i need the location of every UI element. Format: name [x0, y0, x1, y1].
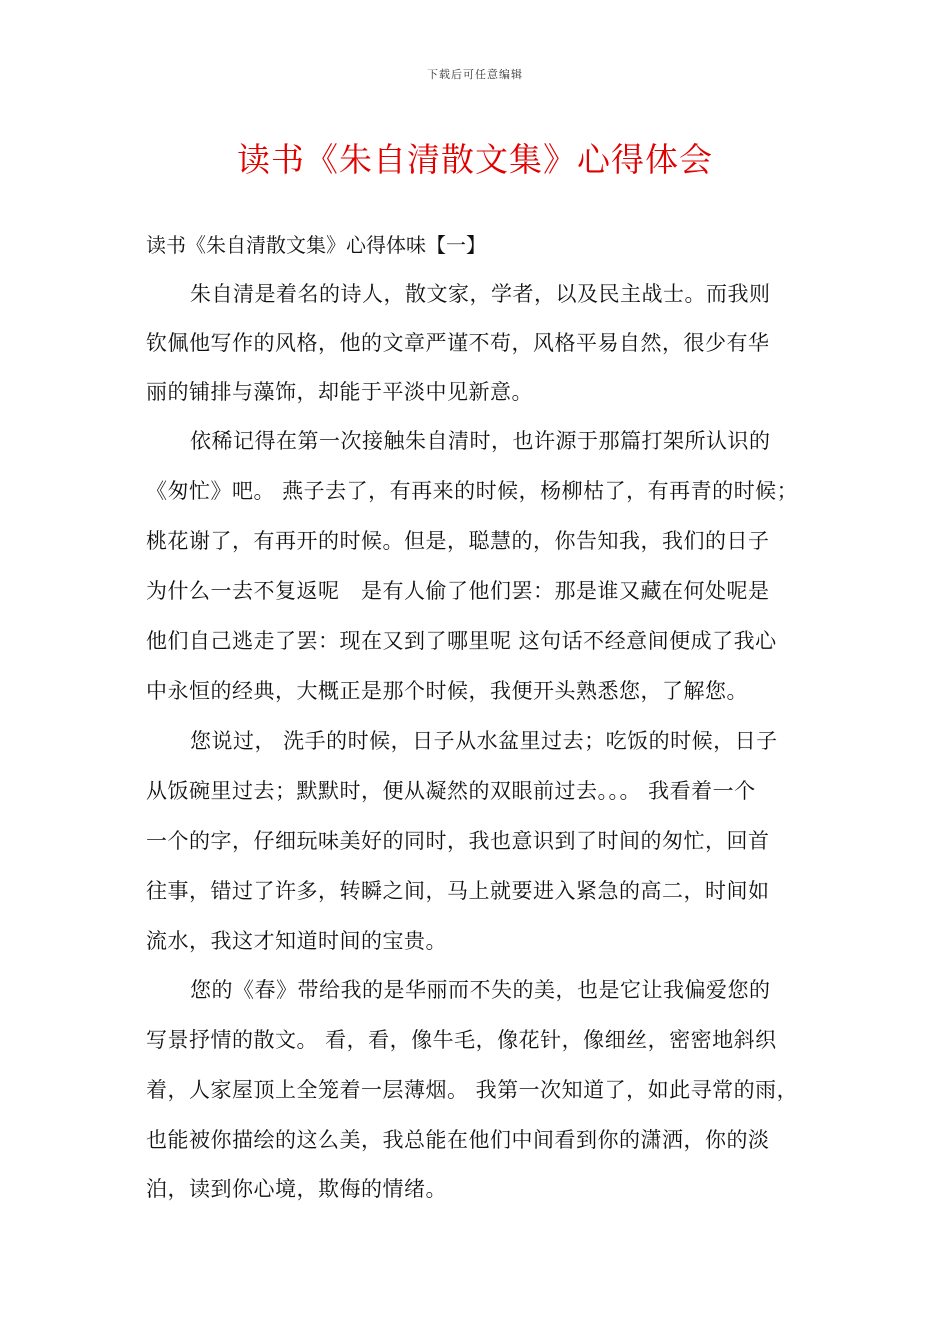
- body-line: 您的《春》带给我的是华丽而不失的美，也是它让我偏爱您的: [190, 978, 771, 1002]
- body-line: 为什么一去不复返呢 是有人偷了他们罢：那是谁又藏在何处呢是: [146, 579, 770, 603]
- body-line: 《匆忙》吧。 燕子去了，有再来的时候，杨柳枯了，有再青的时候；: [146, 479, 799, 503]
- section-heading: 读书《朱自清散文集》心得体味【一】: [146, 233, 486, 257]
- body-line: 往事，错过了许多，转瞬之间，马上就要进入紧急的高二，时间如: [146, 879, 770, 903]
- body-line: 着，人家屋顶上全笼着一层薄烟。 我第一次知道了，如此寻常的雨，: [146, 1078, 799, 1102]
- body-line: 您说过， 洗手的时候，日子从水盆里过去；吃饭的时候，日子: [190, 729, 778, 753]
- body-line: 中永恒的经典，大概正是那个时候，我便开头熟悉您，了解您。: [146, 679, 748, 703]
- document-title: 读书《朱自清散文集》心得体会: [237, 140, 713, 179]
- header-note: 下载后可任意编辑: [427, 68, 523, 81]
- body-line: 流水，我这才知道时间的宝贵。: [146, 929, 447, 953]
- body-line: 他们自己逃走了罢：现在又到了哪里呢 这句话不经意间便成了我心: [146, 629, 777, 653]
- body-line: 丽的铺排与藻饰，却能于平淡中见新意。: [146, 380, 533, 404]
- body-line: 依稀记得在第一次接触朱自清时，也许源于那篇打架所认识的: [190, 429, 771, 453]
- body-line: 朱自清是着名的诗人，散文家，学者，以及民主战士。而我则: [190, 282, 771, 306]
- body-line: 桃花谢了，有再开的时候。但是，聪慧的，你告知我，我们的日子: [146, 529, 770, 553]
- body-line: 一个的字，仔细玩味美好的同时，我也意识到了时间的匆忙，回首: [146, 829, 770, 853]
- body-line: 从饭碗里过去；默默时，便从凝然的双眼前过去。。。 我看着一个: [146, 779, 756, 803]
- body-line: 钦佩他写作的风格，他的文章严谨不苟，风格平易自然，很少有华: [146, 331, 770, 355]
- body-line: 泊，读到你心境，欺侮的情绪。: [146, 1177, 447, 1201]
- body-line: 也能被你描绘的这么美，我总能在他们中间看到你的潇洒，你的淡: [146, 1128, 770, 1152]
- body-line: 写景抒情的散文。 看，看，像牛毛，像花针，像细丝，密密地斜织: [146, 1028, 777, 1052]
